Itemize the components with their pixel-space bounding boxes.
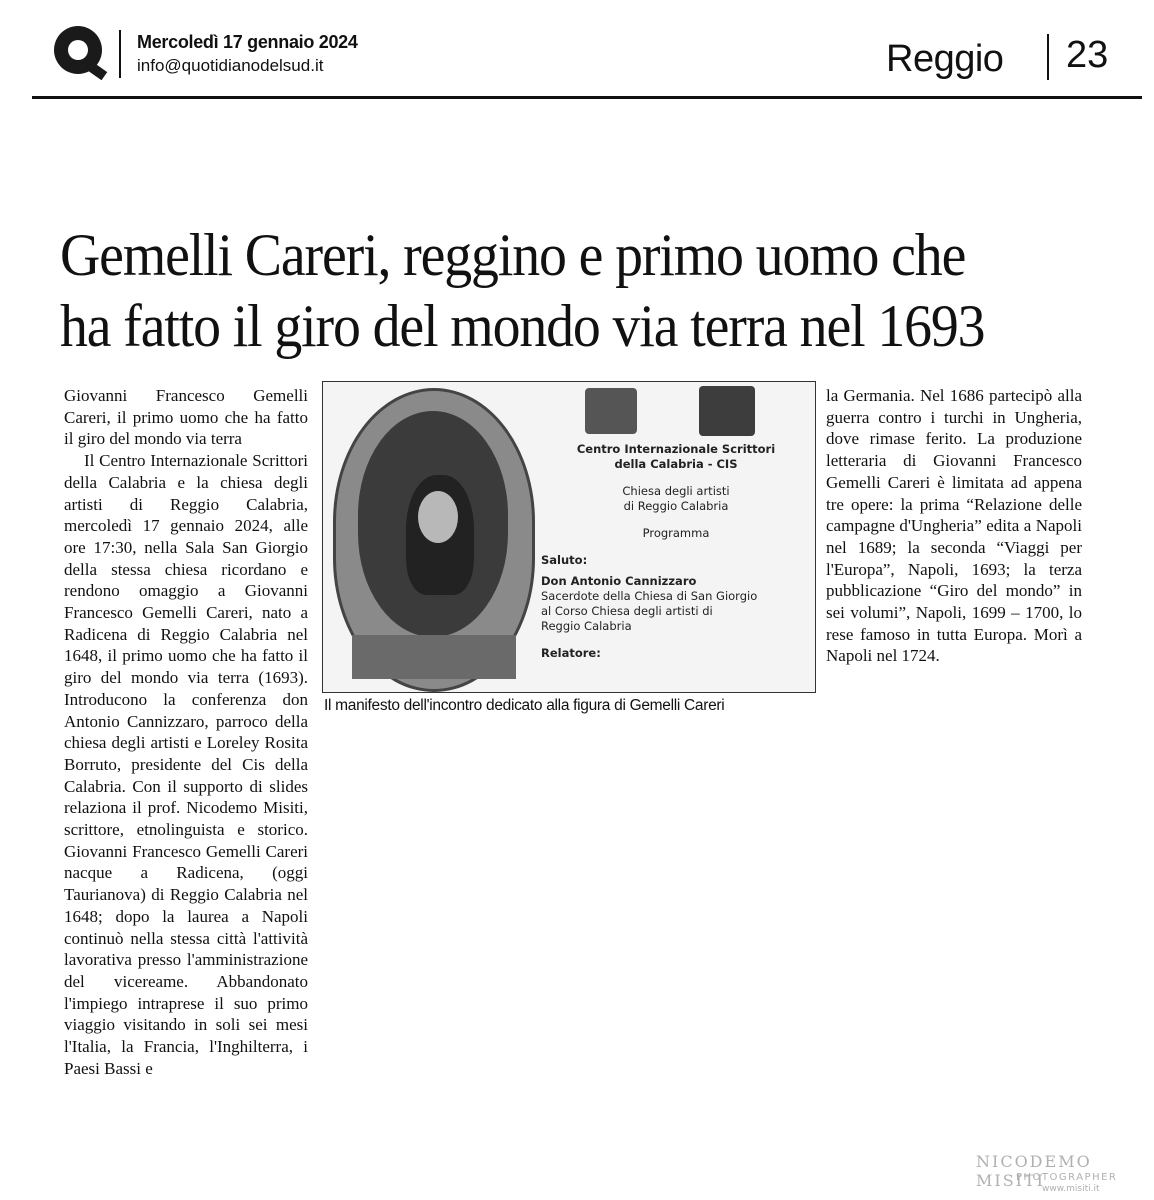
section-title: Reggio (886, 38, 1004, 80)
masthead-rule (32, 96, 1142, 99)
portrait-engraving (333, 388, 535, 692)
contact-email: info@quotidianodelsud.it (137, 56, 324, 75)
newspaper-logo-icon (54, 26, 102, 74)
masthead-divider (119, 30, 121, 78)
article-paragraph: Il Centro Internazionale Scrittori della Calabria e la chiesa degli artisti di Reggio Calabria, mercoledì 17 gennaio 2024, alle ore 17:30, nella Sala San Giorgio della stessa chiesa ricordano e rendono omaggio a Giovanni Francesco Gemelli Careri, nato a Radicena di Reggio Calabria nel 1648, il primo uomo che ha fatto il giro del mondo via terra (1693). Introducono la conferenza don Antonio Cannizzaro, parroco della chiesa degli artisti e Loreley Rosita Borruto, presidente del Cis della Calabria. Con il supporto di slides relaziona il prof. Nicodemo Misiti, scrittore, etnolinguista e storico. Giovanni Francesco Gemelli Careri nacque a Radicena, (oggi Taurianova) di Reggio Calabria nel 1648; dopo la laurea a Napoli continuò nella stessa città l'attività lavorativa presso l'amministrazione del vicereame. Abbandonato l'impiego intraprese il suo primo viaggio visitando in soli sei mesi l'Italia, la Francia, l'Inghilterra, i Paesi Bassi e (64, 451, 308, 1078)
cis-emblem-icon (585, 388, 637, 434)
photographer-watermark: NICODEMO MISITI (976, 1152, 1092, 1190)
article-photo (322, 381, 816, 693)
article-paragraph: la Germania. Nel 1686 partecipò alla guerra contro i turchi in Ungheria, dove rimase ferito. La produzione letteraria di Giovanni Francesco Gemelli Careri è limitata ad appena tre opere: la prima “Relazione delle campagne d'Ungheria” edita a Napoli nel 1689; la seconda “Viaggi per l'Europa”, Napoli, 1693; la terza pubblicazione “Giro del mondo” in sei volumi”, Napoli, 1699 – 1700, lo rese famoso in tutta Europa. Morì a Napoli nel 1724. (826, 386, 1082, 666)
headline-line-2: ha fatto il giro del mondo via terra nel 1693 (60, 292, 985, 359)
page-number: 23 (1066, 34, 1109, 76)
article-headline (60, 220, 1046, 362)
watermark-subtitle: PHOTOGRAPHER (1016, 1172, 1118, 1183)
poster-program: Centro Internazionale Scrittori della Calabria - CIS Chiesa degli artisti di Reggio Calabria Programma Saluto: Don Antonio Cannizzaro Sacerdote della Chiesa di San Giorgio al Corso Chiesa degli artisti di Reggio Calabria Relatore: (541, 442, 776, 660)
church-emblem-icon (699, 386, 755, 436)
article-column-1 (64, 385, 308, 1080)
issue-date: Mercoledì 17 gennaio 2024 (137, 32, 358, 52)
article-column-2 (826, 385, 1082, 667)
article-lead: Giovanni Francesco Gemelli Careri, il primo uomo che ha fatto il giro del mondo via terra (64, 386, 308, 449)
page-number-divider (1047, 34, 1049, 80)
headline-line-1: Gemelli Careri, reggino e primo uomo che (60, 222, 966, 288)
watermark-url: www.misiti.it (1042, 1184, 1100, 1194)
photo-caption: Il manifesto dell'incontro dedicato alla figura di Gemelli Careri (324, 697, 725, 714)
